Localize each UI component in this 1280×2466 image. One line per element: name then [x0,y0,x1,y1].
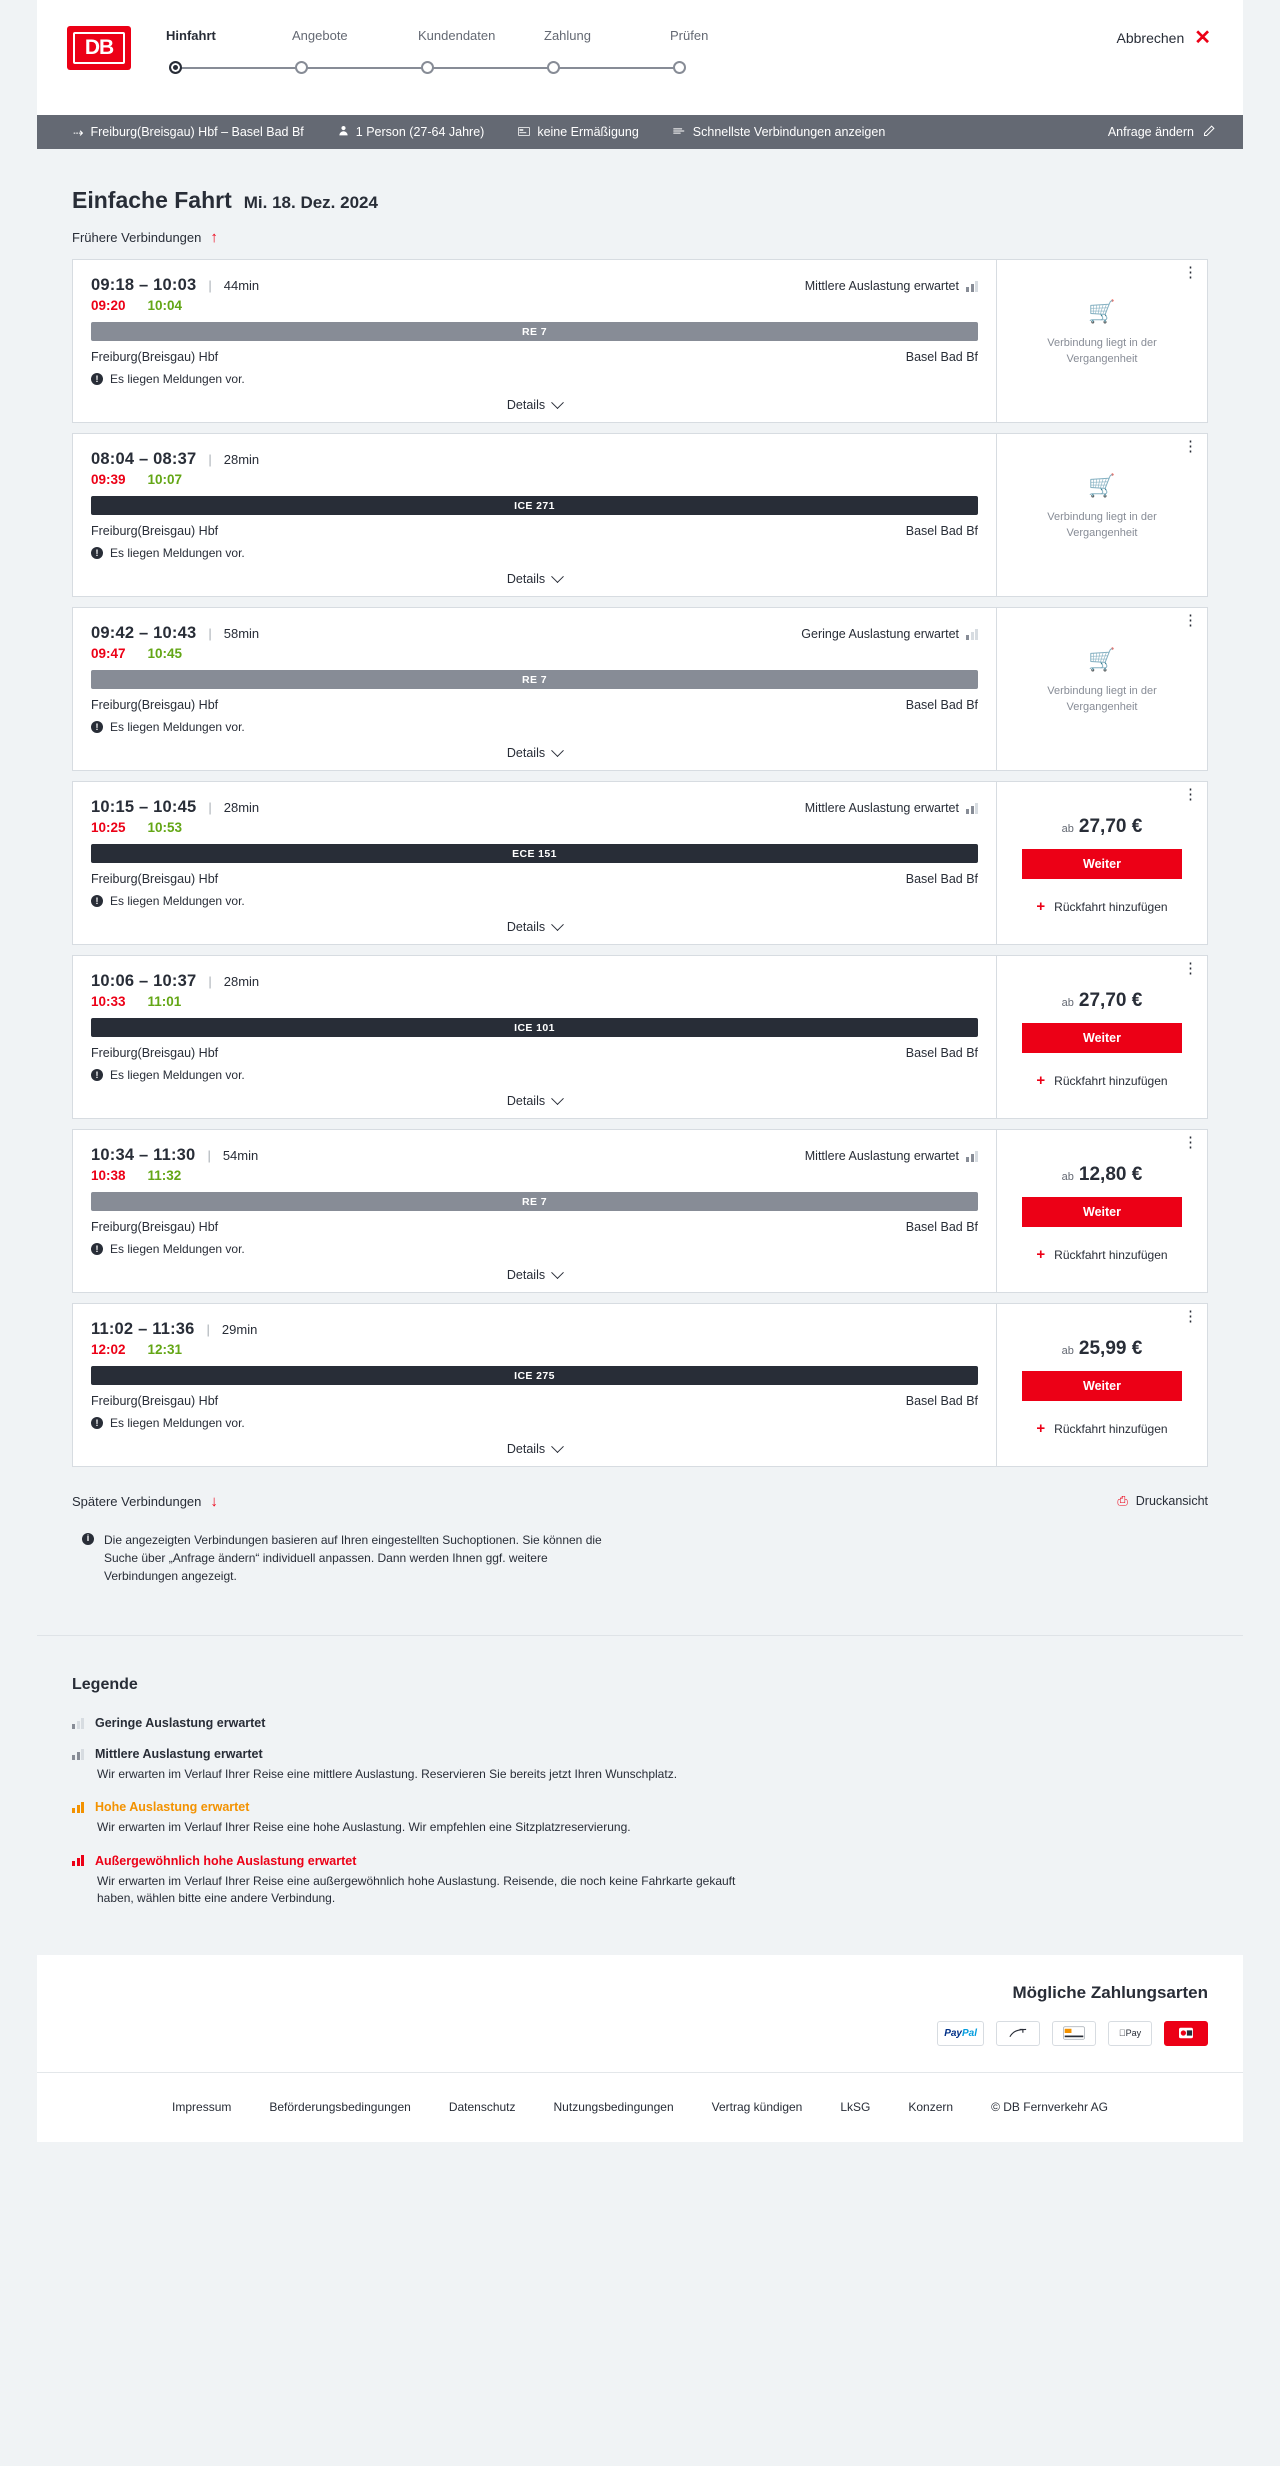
earlier-connections-row [37,214,1243,245]
realtime-departure: 10:38 [91,1168,126,1183]
connection-messages-label: Es liegen Meldungen vor. [110,720,245,734]
price-value: 27,70 € [1078,990,1143,1011]
info-icon: ! [91,895,103,907]
arrival-station: Basel Bad Bf [905,698,978,712]
close-icon: ✕ [1194,27,1211,49]
connection-messages-label: Es liegen Meldungen vor. [110,372,245,386]
cancel-label: Abbrechen [1116,30,1185,46]
add-return-button[interactable] [1036,1073,1167,1088]
occupancy-icon [966,281,978,292]
legend-item [72,1747,1208,1783]
connection-stations-row [91,350,978,364]
connection-menu-button[interactable]: ⋮ [1183,1308,1198,1325]
connection-times: 10:34 – 11:30 [91,1146,196,1164]
stepper-step-dot [169,61,182,74]
connection-card[interactable] [72,1129,1208,1293]
realtime-arrival: 10:45 [147,646,183,661]
summary-passengers-label: 1 Person (27-64 Jahre) [355,125,485,139]
realtime-arrival: 12:31 [147,1342,183,1357]
occupancy-label: Mittlere Auslastung erwartet [804,801,959,815]
plus-icon: + [1036,1246,1046,1263]
connection-booking-panel [997,608,1207,770]
db-logo-text: DB [73,32,125,64]
person-icon [338,125,349,139]
connection-messages-label: Es liegen Meldungen vor. [110,1068,245,1082]
summary-passengers[interactable] [321,125,502,139]
connection-stations-row [91,1046,978,1060]
connection-times: 09:18 – 10:03 [91,276,197,294]
continue-button[interactable]: Weiter [1022,1197,1182,1227]
footer-link[interactable]: Datenschutz [448,2100,516,2115]
plus-icon: + [1036,1420,1046,1437]
connection-stations-row [91,1220,978,1234]
details-toggle[interactable] [91,1094,978,1108]
stepper-step-label: Zahlung [544,28,591,43]
chevron-down-icon [551,744,564,757]
stepper-step-angebote[interactable] [292,28,418,74]
occupancy-info [801,627,978,641]
stepper-step-label: Hinfahrt [166,28,216,43]
cart-icon: 🛒 [1088,647,1116,672]
price-block [1062,990,1143,1012]
connection-duration: 28min [223,974,260,989]
train-badge: ICE 275 [91,1366,978,1385]
price-block [1062,1338,1143,1360]
details-label: Details [506,920,546,934]
train-badge: ICE 271 [91,496,978,515]
connection-menu-button[interactable]: ⋮ [1183,1134,1198,1151]
add-return-button[interactable] [1036,1247,1167,1262]
connection-menu-button[interactable]: ⋮ [1183,438,1198,455]
past-connection-label: Verbindung liegt in der Vergangenheit [1047,510,1157,539]
chevron-down-icon [551,570,564,583]
add-return-button[interactable] [1036,899,1167,914]
train-badge: ECE 151 [91,844,978,863]
details-toggle[interactable] [91,920,978,934]
details-label: Details [506,746,546,760]
info-icon: ! [91,373,103,385]
realtime-arrival: 10:07 [147,472,183,487]
time-separator: | [208,974,212,989]
connection-stations-row [91,1394,978,1408]
departure-station: Freiburg(Breisgau) Hbf [91,1220,219,1234]
details-toggle[interactable] [91,1268,978,1282]
footer-link[interactable]: Vertrag kündigen [711,2100,803,2115]
add-return-button[interactable] [1036,1421,1167,1436]
connection-duration: 58min [223,626,260,641]
past-connection-label: Verbindung liegt in der Vergangenheit [1047,684,1157,713]
connection-booking-panel [997,956,1207,1118]
giropay-icon [1164,2021,1208,2046]
train-badge: ICE 101 [91,1018,978,1037]
legend-item [72,1854,1208,1908]
departure-station: Freiburg(Breisgau) Hbf [91,872,219,886]
connection-booking-panel [997,1304,1207,1466]
legend-section [37,1635,1243,1955]
connection-card[interactable] [72,1303,1208,1467]
connection-menu-button[interactable]: ⋮ [1183,612,1198,629]
train-badge: RE 7 [91,670,978,689]
summary-route-label: Freiburg(Breisgau) Hbf – Basel Bad Bf [90,125,304,139]
price-prefix: ab [1061,1171,1074,1183]
stepper-step-zahlung[interactable] [544,28,670,74]
connection-realtime-row [91,646,978,661]
time-separator: | [206,1322,210,1337]
stepper-step-label: Kundendaten [418,28,496,43]
legend-item-label: Mittlere Auslastung erwartet [95,1747,263,1761]
summary-fastest-label: Schnellste Verbindungen anzeigen [692,125,886,139]
connection-duration: 28min [223,800,260,815]
connection-booking-panel [997,434,1207,596]
summary-discount[interactable] [501,125,655,139]
occupancy-info [805,279,978,293]
info-icon: i [82,1533,94,1545]
stepper-step-kundendaten[interactable] [418,28,544,74]
chevron-down-icon [551,396,564,409]
details-label: Details [506,398,546,412]
info-icon: ! [91,1417,103,1429]
legend-item-head [72,1854,1208,1868]
connection-time-row [91,276,978,295]
arrival-station: Basel Bad Bf [905,350,978,364]
realtime-arrival: 10:53 [147,820,183,835]
connection-details [73,1130,997,1292]
connection-messages[interactable] [91,1068,978,1082]
connection-messages[interactable] [91,1416,978,1430]
realtime-departure: 09:47 [91,646,126,661]
plus-icon: + [1036,1072,1046,1089]
info-icon: ! [91,547,103,559]
cart-icon: 🛒 [1088,299,1116,324]
past-connection-notice [1011,644,1193,716]
time-separator: | [208,626,212,641]
footer-copyright: © DB Fernverkehr AG [991,2100,1108,2115]
legend-items [72,1716,1208,1908]
summary-discount-label: keine Ermäßigung [537,125,639,139]
details-label: Details [506,572,546,586]
price-value: 27,70 € [1078,816,1143,837]
connection-times: 11:02 – 11:36 [91,1320,195,1338]
page-title: Einfache Fahrt [72,187,232,213]
past-connection-label: Verbindung liegt in der Vergangenheit [1047,336,1157,365]
connection-realtime-row [91,1168,978,1183]
add-return-label: Rückfahrt hinzufügen [1054,1073,1168,1088]
connection-times: 08:04 – 08:37 [91,450,197,468]
info-icon: ! [91,721,103,733]
time-separator: | [208,452,212,467]
details-toggle[interactable] [91,572,978,586]
departure-station: Freiburg(Breisgau) Hbf [91,524,219,538]
legend-item-head [72,1800,1208,1814]
page-title-row [37,149,1243,214]
search-options-note-text: Die angezeigten Verbindungen basieren auf Ihren eingestellten Suchoptionen. Sie können die Suche über „Anfrage ändern“ individuell anpassen. Dann werden Ihnen ggf. weitere Verbindungen angezeigt. [104,1533,602,1583]
payment-methods-title: Mögliche Zahlungsarten [1012,1982,1208,2002]
connection-realtime-row [91,1342,978,1357]
realtime-departure: 12:02 [91,1342,126,1357]
continue-button[interactable]: Weiter [1022,849,1182,879]
price-prefix: ab [1061,1345,1074,1357]
departure-station: Freiburg(Breisgau) Hbf [91,350,219,364]
arrival-station: Basel Bad Bf [905,1220,978,1234]
occupancy-info [805,1149,978,1163]
connection-menu-button[interactable]: ⋮ [1183,264,1198,281]
speed-icon [673,125,686,139]
continue-button[interactable]: Weiter [1022,1023,1182,1053]
stepper-step-dot [547,61,560,74]
chevron-down-icon [551,918,564,931]
past-connection-notice [1011,296,1193,368]
connection-stations-row [91,872,978,886]
time-separator: | [208,278,212,293]
connection-card[interactable] [72,955,1208,1119]
legend-item [72,1716,1208,1730]
occupancy-info [805,801,978,815]
connection-messages[interactable] [91,546,978,560]
connection-card[interactable] [72,259,1208,423]
plus-icon: + [1036,898,1046,915]
credit-card-icon [1052,2021,1096,2046]
past-connection-notice [1011,470,1193,542]
connection-details [73,1304,997,1466]
departure-station: Freiburg(Breisgau) Hbf [91,698,219,712]
legend-item-desc: Wir erwarten im Verlauf Ihrer Reise eine mittlere Auslastung. Reservieren Sie bereits jetzt Ihren Wunschplatz. [97,1767,678,1781]
pencil-icon [1203,125,1215,140]
info-icon: ! [91,1243,103,1255]
footer-link[interactable]: LkSG [840,2100,871,2115]
search-summary-bar [37,115,1243,149]
occupancy-icon [966,629,978,640]
print-view-button[interactable] [1117,1493,1208,1509]
stepper-step-label: Angebote [292,28,348,43]
connection-details [73,260,997,422]
realtime-departure: 09:39 [91,472,126,487]
connection-menu-button[interactable]: ⋮ [1183,960,1198,977]
connection-messages-label: Es liegen Meldungen vor. [110,546,245,560]
price-block [1062,1164,1143,1186]
connection-messages[interactable] [91,720,978,734]
connection-time-row [91,798,978,817]
legend-item [72,1800,1208,1836]
occupancy-icon [966,1151,978,1162]
connection-times: 10:06 – 10:37 [91,972,197,990]
departure-station: Freiburg(Breisgau) Hbf [91,1394,219,1408]
connection-messages-label: Es liegen Meldungen vor. [110,1242,245,1256]
arrow-up-icon: ↑ [210,229,218,246]
connection-duration: 54min [222,1148,259,1163]
summary-route[interactable] [55,125,321,140]
connection-times: 09:42 – 10:43 [91,624,197,642]
details-label: Details [506,1442,546,1456]
legend-title: Legende [72,1676,138,1693]
connection-booking-panel [997,782,1207,944]
price-prefix: ab [1061,823,1074,835]
edit-request-button[interactable] [1108,125,1225,140]
details-toggle[interactable] [91,746,978,760]
direct-debit-icon [996,2021,1040,2046]
payment-icons [72,2021,1208,2046]
connection-realtime-row [91,298,978,313]
connection-time-row [91,1320,978,1339]
connection-messages[interactable] [91,894,978,908]
later-connections-label: Spätere Verbindungen [72,1493,202,1509]
payment-methods-section [37,1955,1243,2072]
add-return-label: Rückfahrt hinzufügen [1054,899,1168,914]
legend-item-desc: Wir erwarten im Verlauf Ihrer Reise eine hohe Auslastung. Wir empfehlen eine Sitzplatzreservierung. [97,1820,631,1835]
legend-item-label: Geringe Auslastung erwartet [95,1716,266,1730]
occupancy-label: Geringe Auslastung erwartet [801,627,959,641]
arrival-station: Basel Bad Bf [905,524,978,538]
connection-list [37,245,1243,1467]
connection-messages[interactable] [91,372,978,386]
details-toggle[interactable] [91,1442,978,1456]
earlier-connections-label: Frühere Verbindungen [72,230,202,245]
legend-item-label: Hohe Auslastung erwartet [95,1800,250,1815]
arrow-down-icon: ↓ [210,1492,218,1510]
time-separator: | [207,1148,211,1163]
connection-messages-label: Es liegen Meldungen vor. [110,1416,245,1430]
occupancy-label: Mittlere Auslastung erwartet [804,1149,959,1163]
footer-link[interactable]: Impressum [172,2100,232,2115]
connection-booking-panel [997,1130,1207,1292]
connection-stations-row [91,524,978,538]
site-footer [37,2072,1243,2142]
printer-icon: ⎙ [1117,1493,1128,1508]
occupancy-icon [966,803,978,814]
occupancy-icon [72,1802,84,1813]
realtime-departure: 10:25 [91,820,126,835]
realtime-arrival: 11:01 [147,994,182,1009]
occupancy-icon [72,1718,84,1729]
footer-link[interactable]: Beförderungsbedingungen [269,2100,411,2115]
time-separator: | [208,800,212,815]
legend-item-desc: Wir erwarten im Verlauf Ihrer Reise eine außergewöhnlich hohe Auslastung. Reisende, die noch keine Fahrkarte gekauft haben, wählen bitte eine andere Verbindung. [97,1873,736,1906]
connection-messages[interactable] [91,1242,978,1256]
apple-pay-icon: Pay [1108,2021,1152,2046]
train-badge: RE 7 [91,322,978,341]
add-return-label: Rückfahrt hinzufügen [1054,1421,1168,1436]
connection-realtime-row [91,820,978,835]
connection-realtime-row [91,472,978,487]
print-view-label: Druckansicht [1135,1494,1208,1508]
later-connections-button[interactable] [72,1494,218,1509]
connection-card[interactable] [72,433,1208,597]
cancel-button[interactable] [1117,28,1211,48]
summary-fastest[interactable] [656,125,903,139]
connection-duration: 29min [221,1322,258,1337]
connection-booking-panel [997,260,1207,422]
occupancy-icon [72,1749,84,1760]
connection-messages-label: Es liegen Meldungen vor. [110,894,245,908]
connection-details [73,434,997,596]
occupancy-label: Mittlere Auslastung erwartet [804,279,959,293]
connection-time-row [91,450,978,469]
connection-details [73,782,997,944]
realtime-arrival: 10:04 [147,298,183,313]
page-header [37,0,1243,115]
results-content [37,149,1243,1635]
departure-station: Freiburg(Breisgau) Hbf [91,1046,219,1060]
details-label: Details [506,1268,546,1282]
realtime-arrival: 11:32 [147,1168,182,1183]
chevron-down-icon [551,1092,564,1105]
realtime-departure: 09:20 [91,298,126,313]
page-date: Mi. 18. Dez. 2024 [243,193,378,212]
connection-times: 10:15 – 10:45 [91,798,197,816]
stepper-step-prüfen[interactable] [670,28,796,74]
connection-time-row [91,624,978,643]
occupancy-icon [72,1855,84,1866]
legend-item-head [72,1716,1208,1730]
checkout-stepper [166,28,796,74]
info-icon: ! [91,1069,103,1081]
connection-menu-button[interactable]: ⋮ [1183,786,1198,803]
arrival-station: Basel Bad Bf [905,1046,978,1060]
edit-request-label: Anfrage ändern [1107,125,1194,139]
price-value: 25,99 € [1078,1338,1143,1359]
cart-icon: 🛒 [1088,473,1116,498]
footer-link[interactable]: Konzern [908,2100,954,2115]
connection-card[interactable] [72,781,1208,945]
earlier-connections-button[interactable] [72,230,218,245]
chevron-down-icon [551,1440,564,1453]
legend-item-head [72,1747,1208,1761]
realtime-departure: 10:33 [91,994,126,1009]
stepper-step-dot [421,61,434,74]
connection-stations-row [91,698,978,712]
paypal-icon: Pay Pal [937,2021,984,2046]
arrival-station: Basel Bad Bf [905,872,978,886]
connection-duration: 28min [223,452,260,467]
connection-time-row [91,972,978,991]
connection-time-row [91,1146,978,1165]
stepper-step-dot [673,61,686,74]
add-return-label: Rückfahrt hinzufügen [1054,1247,1168,1262]
legend-item-label: Außergewöhnlich hohe Auslastung erwartet [95,1853,357,1868]
chevron-down-icon [551,1266,564,1279]
bottom-padding [0,2142,1280,2172]
price-value: 12,80 € [1078,1164,1143,1185]
connection-realtime-row [91,994,978,1009]
price-block [1062,816,1143,838]
details-label: Details [506,1094,546,1108]
price-prefix: ab [1061,997,1074,1009]
footer-link[interactable]: Nutzungsbedingungen [553,2100,674,2115]
db-logo[interactable] [67,26,131,70]
continue-button[interactable]: Weiter [1022,1371,1182,1401]
connection-details [73,608,997,770]
connection-card[interactable] [72,607,1208,771]
stepper-step-hinfahrt[interactable] [166,28,292,74]
stepper-step-label: Prüfen [670,28,709,43]
card-icon [518,125,530,139]
search-options-note [37,1509,657,1615]
stepper-step-dot [295,61,308,74]
details-toggle[interactable] [91,398,978,412]
list-footer-row [37,1477,1243,1509]
connection-duration: 44min [223,278,260,293]
arrow-right-icon: ⇢ [73,125,84,140]
connection-details [73,956,997,1118]
arrival-station: Basel Bad Bf [905,1394,978,1408]
train-badge: RE 7 [91,1192,978,1211]
